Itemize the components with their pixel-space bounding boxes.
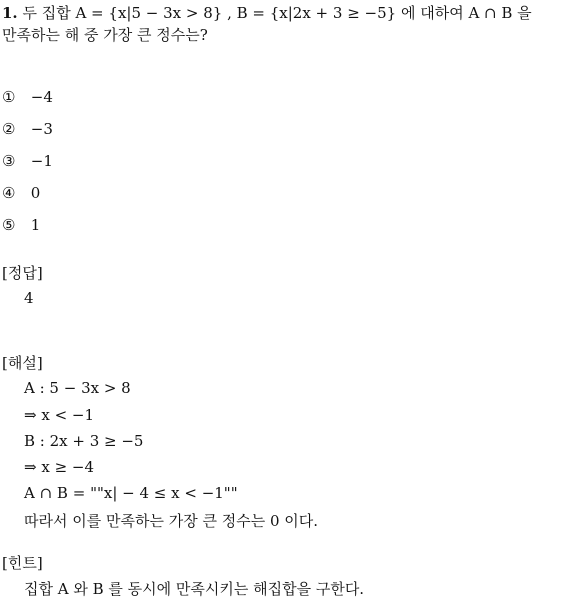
explanation-line: A ∩ B = ""x| − 4 ≤ x < −1""	[24, 484, 238, 502]
hint-text: 집합 A 와 B 를 동시에 만족시키는 해집합을 구한다.	[24, 580, 365, 598]
choice-mark: ①	[2, 88, 16, 106]
choice-mark: ③	[2, 152, 16, 170]
choice-5[interactable]	[2, 216, 40, 234]
choice-3[interactable]	[2, 152, 53, 170]
explanation-line: A : 5 − 3x > 8	[24, 379, 131, 397]
answer-value: 4	[24, 289, 34, 307]
question-line-2: 만족하는 해 중 가장 큰 정수는?	[2, 26, 208, 44]
question-text-1: 두 집합 A = {x|5 − 3x > 8} , B = {x|2x + 3 ≥ −5} 에 대하여 A ∩ B 을	[22, 4, 532, 22]
choice-1[interactable]	[2, 88, 53, 106]
choice-text: −1	[30, 152, 53, 170]
choice-mark: ④	[2, 184, 16, 202]
choice-text: 0	[30, 184, 41, 202]
explanation-line: ⇒ x < −1	[24, 406, 95, 424]
explanation-conclusion: 따라서 이를 만족하는 가장 큰 정수는 0 이다.	[24, 512, 319, 530]
choice-text: 1	[30, 216, 41, 234]
choice-mark: ⑤	[2, 216, 16, 234]
choice-4[interactable]	[2, 184, 40, 202]
hint-label: [힌트]	[2, 554, 43, 572]
choice-text: −4	[30, 88, 53, 106]
explanation-label: [해설]	[2, 354, 43, 372]
question-number: 1.	[2, 4, 18, 22]
question-line-1	[2, 2, 532, 23]
choice-text: −3	[30, 120, 53, 138]
explanation-line: B : 2x + 3 ≥ −5	[24, 432, 144, 450]
answer-label: [정답]	[2, 264, 43, 282]
explanation-line: ⇒ x ≥ −4	[24, 458, 95, 476]
choice-mark: ②	[2, 120, 16, 138]
choice-2[interactable]	[2, 120, 53, 138]
